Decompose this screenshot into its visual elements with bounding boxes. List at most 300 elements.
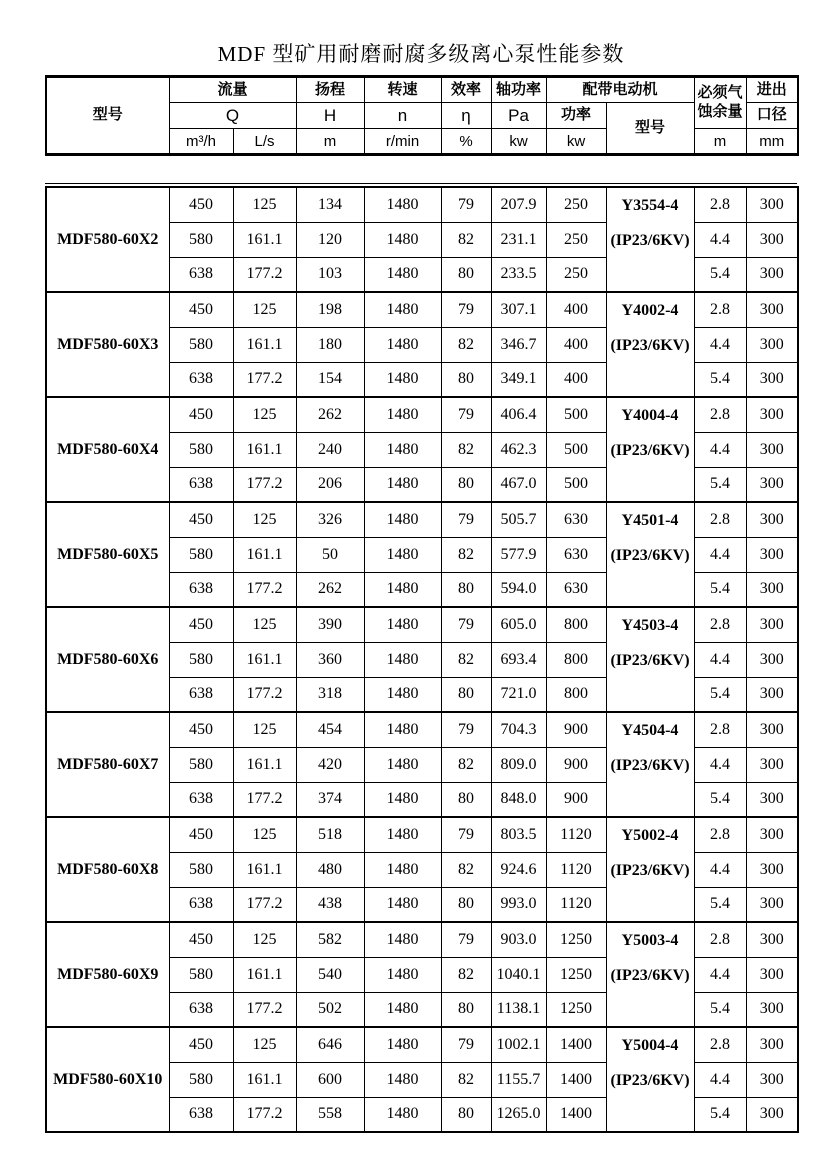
port-cell: 300 (746, 502, 798, 537)
port-cell: 300 (746, 327, 798, 362)
efficiency-cell: 82 (441, 222, 491, 257)
motor-model-cell (606, 817, 694, 922)
shaft-power-cell: 207.9 (491, 187, 546, 222)
motor-model-cell (606, 1027, 694, 1132)
table-row (46, 502, 798, 537)
flow-ls-cell: 177.2 (233, 362, 296, 397)
port-cell: 300 (746, 922, 798, 957)
flow-m3h-cell: 580 (169, 852, 233, 887)
flow-ls-cell: 161.1 (233, 432, 296, 467)
flow-ls-cell: 177.2 (233, 782, 296, 817)
motor-model-cell (606, 187, 694, 292)
npsh-cell: 4.4 (694, 957, 746, 992)
flow-ls-cell: 177.2 (233, 677, 296, 712)
flow-m3h-cell: 450 (169, 397, 233, 432)
flow-m3h-cell: 450 (169, 817, 233, 852)
shaft-power-cell: 605.0 (491, 607, 546, 642)
pump-model-cell: MDF580-60X8 (46, 817, 169, 922)
shaft-power-symbol: Pa (491, 103, 546, 129)
table-row (46, 817, 798, 852)
motor-ip-rating: (IP23/6KV) (610, 1072, 690, 1089)
shaft-power-cell: 693.4 (491, 642, 546, 677)
npsh-unit: m (694, 129, 746, 155)
npsh-cell: 2.8 (694, 607, 746, 642)
motor-model-cell (606, 607, 694, 712)
col-header-motor-power: 功率 (546, 103, 606, 129)
motor-power-cell: 1250 (546, 957, 606, 992)
flow-ls-cell: 161.1 (233, 747, 296, 782)
shaft-power-cell: 1138.1 (491, 992, 546, 1027)
shaft-power-cell: 231.1 (491, 222, 546, 257)
flow-m3h-cell: 580 (169, 222, 233, 257)
port-cell: 300 (746, 187, 798, 222)
col-header-pump-model: 型号 (46, 77, 169, 155)
efficiency-cell: 80 (441, 992, 491, 1027)
shaft-power-cell: 594.0 (491, 572, 546, 607)
npsh-cell: 5.4 (694, 572, 746, 607)
flow-ls-cell: 177.2 (233, 992, 296, 1027)
head-cell: 120 (296, 222, 364, 257)
efficiency-cell: 80 (441, 677, 491, 712)
col-header-motor: 配带电动机 (546, 77, 694, 103)
flow-m3h-cell: 450 (169, 922, 233, 957)
shaft-power-cell: 721.0 (491, 677, 546, 712)
flow-ls-cell: 125 (233, 1027, 296, 1062)
npsh-cell: 4.4 (694, 642, 746, 677)
flow-ls-cell: 125 (233, 397, 296, 432)
speed-cell: 1480 (364, 992, 441, 1027)
npsh-cell: 4.4 (694, 327, 746, 362)
motor-ip-rating: (IP23/6KV) (610, 337, 690, 354)
head-cell: 646 (296, 1027, 364, 1062)
npsh-cell: 4.4 (694, 747, 746, 782)
speed-cell: 1480 (364, 957, 441, 992)
shaft-power-cell: 346.7 (491, 327, 546, 362)
pump-model-group (46, 292, 798, 397)
port-cell: 300 (746, 992, 798, 1027)
speed-unit: r/min (364, 129, 441, 155)
npsh-cell: 4.4 (694, 432, 746, 467)
pump-model-group (46, 397, 798, 502)
head-cell: 134 (296, 187, 364, 222)
port-cell: 300 (746, 572, 798, 607)
flow-ls-cell: 161.1 (233, 222, 296, 257)
pump-model-cell: MDF580-60X9 (46, 922, 169, 1027)
motor-power-cell: 250 (546, 187, 606, 222)
flow-m3h-cell: 638 (169, 887, 233, 922)
head-cell: 198 (296, 292, 364, 327)
speed-cell: 1480 (364, 222, 441, 257)
npsh-cell: 5.4 (694, 887, 746, 922)
speed-cell: 1480 (364, 817, 441, 852)
npsh-cell: 2.8 (694, 292, 746, 327)
shaft-power-cell: 307.1 (491, 292, 546, 327)
flow-m3h-cell: 450 (169, 712, 233, 747)
port-cell: 300 (746, 467, 798, 502)
npsh-cell: 2.8 (694, 397, 746, 432)
shaft-power-cell: 809.0 (491, 747, 546, 782)
pump-model-cell: MDF580-60X3 (46, 292, 169, 397)
motor-power-cell: 800 (546, 642, 606, 677)
motor-model-number: Y3554-4 (621, 197, 679, 214)
efficiency-cell: 80 (441, 782, 491, 817)
port-cell: 300 (746, 642, 798, 677)
head-cell: 600 (296, 1062, 364, 1097)
flow-m3h-cell: 580 (169, 1062, 233, 1097)
port-cell: 300 (746, 1027, 798, 1062)
flow-ls-cell: 161.1 (233, 852, 296, 887)
efficiency-cell: 79 (441, 397, 491, 432)
motor-power-cell: 500 (546, 397, 606, 432)
head-symbol: H (296, 103, 364, 129)
speed-cell: 1480 (364, 292, 441, 327)
port-cell: 300 (746, 817, 798, 852)
page-title: MDF 型矿用耐磨耐腐多级离心泵性能参数 (217, 42, 625, 66)
motor-power-cell: 630 (546, 537, 606, 572)
speed-cell: 1480 (364, 257, 441, 292)
flow-m3h-cell: 580 (169, 432, 233, 467)
shaft-power-cell: 1040.1 (491, 957, 546, 992)
motor-model-number: Y5004-4 (621, 1037, 679, 1054)
motor-ip-rating: (IP23/6KV) (610, 232, 690, 249)
pump-model-cell: MDF580-60X4 (46, 397, 169, 502)
head-cell: 360 (296, 642, 364, 677)
head-cell: 438 (296, 887, 364, 922)
motor-model-number: Y4503-4 (621, 617, 679, 634)
motor-ip-rating: (IP23/6KV) (610, 652, 690, 669)
port-cell: 300 (746, 397, 798, 432)
table-row (46, 922, 798, 957)
motor-ip-rating: (IP23/6KV) (610, 757, 690, 774)
efficiency-cell: 79 (441, 607, 491, 642)
flow-ls-cell: 125 (233, 502, 296, 537)
flow-m3h-cell: 638 (169, 572, 233, 607)
motor-model-number: Y4004-4 (621, 407, 679, 424)
efficiency-cell: 82 (441, 852, 491, 887)
port-cell: 300 (746, 782, 798, 817)
motor-power-cell: 1400 (546, 1027, 606, 1062)
npsh-cell: 4.4 (694, 1062, 746, 1097)
port-cell: 300 (746, 257, 798, 292)
speed-cell: 1480 (364, 887, 441, 922)
flow-ls-cell: 125 (233, 607, 296, 642)
motor-power-cell: 1400 (546, 1097, 606, 1132)
efficiency-cell: 79 (441, 187, 491, 222)
shaft-power-cell: 924.6 (491, 852, 546, 887)
efficiency-symbol: η (441, 103, 491, 129)
head-unit: m (296, 129, 364, 155)
header-row-labels (46, 77, 798, 103)
motor-model-number: Y5002-4 (621, 827, 679, 844)
col-header-port-inout: 进出 (746, 77, 798, 103)
head-cell: 154 (296, 362, 364, 397)
pump-model-cell: MDF580-60X6 (46, 607, 169, 712)
flow-m3h-cell: 638 (169, 362, 233, 397)
port-cell: 300 (746, 292, 798, 327)
motor-power-cell: 900 (546, 747, 606, 782)
motor-power-unit: kw (546, 129, 606, 155)
head-cell: 374 (296, 782, 364, 817)
npsh-cell: 5.4 (694, 362, 746, 397)
motor-ip-rating: (IP23/6KV) (610, 547, 690, 564)
npsh-cell: 5.4 (694, 992, 746, 1027)
efficiency-cell: 82 (441, 1062, 491, 1097)
npsh-cell: 5.4 (694, 782, 746, 817)
flow-ls-cell: 161.1 (233, 957, 296, 992)
motor-model-cell (606, 712, 694, 817)
head-cell: 480 (296, 852, 364, 887)
flow-ls-cell: 125 (233, 292, 296, 327)
head-cell: 103 (296, 257, 364, 292)
speed-cell: 1480 (364, 467, 441, 502)
head-cell: 206 (296, 467, 364, 502)
col-header-head: 扬程 (296, 77, 364, 103)
pump-model-group (46, 712, 798, 817)
flow-m3h-cell: 580 (169, 747, 233, 782)
efficiency-cell: 82 (441, 642, 491, 677)
npsh-cell: 2.8 (694, 817, 746, 852)
pump-model-group (46, 817, 798, 922)
efficiency-cell: 80 (441, 362, 491, 397)
motor-power-cell: 630 (546, 502, 606, 537)
efficiency-cell: 80 (441, 257, 491, 292)
flow-ls-cell: 125 (233, 922, 296, 957)
npsh-cell: 2.8 (694, 1027, 746, 1062)
shaft-power-cell: 993.0 (491, 887, 546, 922)
motor-model-cell (606, 397, 694, 502)
port-cell: 300 (746, 1062, 798, 1097)
efficiency-unit: % (441, 129, 491, 155)
motor-power-cell: 500 (546, 432, 606, 467)
motor-power-cell: 630 (546, 572, 606, 607)
speed-cell: 1480 (364, 397, 441, 432)
flow-ls-cell: 177.2 (233, 572, 296, 607)
flow-m3h-cell: 638 (169, 677, 233, 712)
shaft-power-cell: 349.1 (491, 362, 546, 397)
port-cell: 300 (746, 852, 798, 887)
shaft-power-cell: 505.7 (491, 502, 546, 537)
port-cell: 300 (746, 747, 798, 782)
efficiency-cell: 82 (441, 747, 491, 782)
flow-ls-cell: 161.1 (233, 327, 296, 362)
head-cell: 326 (296, 502, 364, 537)
head-cell: 318 (296, 677, 364, 712)
flow-m3h-cell: 450 (169, 607, 233, 642)
motor-model-cell (606, 292, 694, 397)
table-row (46, 187, 798, 222)
speed-cell: 1480 (364, 1027, 441, 1062)
head-cell: 502 (296, 992, 364, 1027)
shaft-power-cell: 467.0 (491, 467, 546, 502)
data-table-wrapper (45, 183, 797, 1133)
npsh-cell: 2.8 (694, 187, 746, 222)
speed-cell: 1480 (364, 537, 441, 572)
table-row (46, 607, 798, 642)
pump-model-cell: MDF580-60X5 (46, 502, 169, 607)
motor-power-cell: 1120 (546, 887, 606, 922)
motor-ip-rating: (IP23/6KV) (610, 967, 690, 984)
head-cell: 518 (296, 817, 364, 852)
efficiency-cell: 79 (441, 817, 491, 852)
head-cell: 180 (296, 327, 364, 362)
flow-unit-ls: L/s (233, 129, 296, 155)
pump-model-cell: MDF580-60X2 (46, 187, 169, 292)
table-row (46, 712, 798, 747)
efficiency-cell: 79 (441, 292, 491, 327)
efficiency-cell: 79 (441, 922, 491, 957)
flow-ls-cell: 177.2 (233, 1097, 296, 1132)
head-cell: 540 (296, 957, 364, 992)
flow-m3h-cell: 580 (169, 642, 233, 677)
shaft-power-cell: 233.5 (491, 257, 546, 292)
npsh-cell: 2.8 (694, 502, 746, 537)
flow-m3h-cell: 450 (169, 187, 233, 222)
motor-power-cell: 1250 (546, 992, 606, 1027)
shaft-power-cell: 848.0 (491, 782, 546, 817)
motor-power-cell: 250 (546, 257, 606, 292)
efficiency-cell: 79 (441, 1027, 491, 1062)
efficiency-cell: 82 (441, 327, 491, 362)
speed-cell: 1480 (364, 187, 441, 222)
speed-symbol: n (364, 103, 441, 129)
motor-model-number: Y5003-4 (621, 932, 679, 949)
flow-m3h-cell: 638 (169, 782, 233, 817)
flow-m3h-cell: 638 (169, 1097, 233, 1132)
head-cell: 390 (296, 607, 364, 642)
head-cell: 50 (296, 537, 364, 572)
speed-cell: 1480 (364, 782, 441, 817)
shaft-power-unit: kw (491, 129, 546, 155)
motor-power-cell: 1250 (546, 922, 606, 957)
efficiency-cell: 82 (441, 432, 491, 467)
pump-data-table (45, 186, 799, 1133)
npsh-cell: 2.8 (694, 712, 746, 747)
flow-ls-cell: 177.2 (233, 257, 296, 292)
flow-ls-cell: 161.1 (233, 537, 296, 572)
motor-power-cell: 500 (546, 467, 606, 502)
flow-unit-m3h: m³/h (169, 129, 233, 155)
port-cell: 300 (746, 432, 798, 467)
head-cell: 558 (296, 1097, 364, 1132)
efficiency-cell: 80 (441, 467, 491, 502)
port-cell: 300 (746, 957, 798, 992)
shaft-power-cell: 704.3 (491, 712, 546, 747)
motor-ip-rating: (IP23/6KV) (610, 862, 690, 879)
shaft-power-cell: 406.4 (491, 397, 546, 432)
flow-m3h-cell: 580 (169, 537, 233, 572)
efficiency-cell: 80 (441, 572, 491, 607)
motor-power-cell: 250 (546, 222, 606, 257)
motor-power-cell: 400 (546, 362, 606, 397)
port-cell: 300 (746, 677, 798, 712)
pump-model-group (46, 187, 798, 292)
flow-m3h-cell: 638 (169, 467, 233, 502)
speed-cell: 1480 (364, 922, 441, 957)
shaft-power-cell: 803.5 (491, 817, 546, 852)
pump-model-group (46, 922, 798, 1027)
flow-m3h-cell: 450 (169, 502, 233, 537)
flow-m3h-cell: 450 (169, 292, 233, 327)
head-cell: 240 (296, 432, 364, 467)
npsh-cell: 2.8 (694, 922, 746, 957)
shaft-power-cell: 1265.0 (491, 1097, 546, 1132)
table-row (46, 397, 798, 432)
motor-power-cell: 900 (546, 782, 606, 817)
motor-model-number: Y4504-4 (621, 722, 679, 739)
efficiency-cell: 79 (441, 502, 491, 537)
motor-model-number: Y4501-4 (621, 512, 679, 529)
speed-cell: 1480 (364, 712, 441, 747)
port-cell: 300 (746, 222, 798, 257)
speed-cell: 1480 (364, 362, 441, 397)
speed-cell: 1480 (364, 677, 441, 712)
col-header-efficiency: 效率 (441, 77, 491, 103)
flow-m3h-cell: 638 (169, 992, 233, 1027)
motor-ip-rating: (IP23/6KV) (610, 442, 690, 459)
motor-power-cell: 900 (546, 712, 606, 747)
motor-power-cell: 1120 (546, 852, 606, 887)
speed-cell: 1480 (364, 327, 441, 362)
shaft-power-cell: 903.0 (491, 922, 546, 957)
head-cell: 262 (296, 397, 364, 432)
col-header-port-diameter: 口径 (746, 103, 798, 129)
efficiency-cell: 82 (441, 537, 491, 572)
speed-cell: 1480 (364, 642, 441, 677)
npsh-cell: 5.4 (694, 1097, 746, 1132)
port-cell: 300 (746, 607, 798, 642)
motor-power-cell: 800 (546, 677, 606, 712)
speed-cell: 1480 (364, 1097, 441, 1132)
motor-model-number: Y4002-4 (621, 302, 679, 319)
npsh-cell: 5.4 (694, 677, 746, 712)
motor-power-cell: 400 (546, 327, 606, 362)
speed-cell: 1480 (364, 432, 441, 467)
flow-ls-cell: 125 (233, 187, 296, 222)
speed-cell: 1480 (364, 607, 441, 642)
efficiency-cell: 80 (441, 887, 491, 922)
shaft-power-cell: 1155.7 (491, 1062, 546, 1097)
flow-m3h-cell: 580 (169, 327, 233, 362)
speed-cell: 1480 (364, 572, 441, 607)
efficiency-cell: 82 (441, 957, 491, 992)
col-header-flow: 流量 (169, 77, 296, 103)
port-cell: 300 (746, 537, 798, 572)
head-cell: 262 (296, 572, 364, 607)
table-row (46, 1027, 798, 1062)
pump-model-group (46, 1027, 798, 1132)
port-cell: 300 (746, 362, 798, 397)
shaft-power-cell: 462.3 (491, 432, 546, 467)
npsh-cell: 4.4 (694, 852, 746, 887)
efficiency-cell: 80 (441, 1097, 491, 1132)
col-header-shaft-power: 轴功率 (491, 77, 546, 103)
flow-ls-cell: 161.1 (233, 642, 296, 677)
table-row (46, 292, 798, 327)
motor-power-cell: 1400 (546, 1062, 606, 1097)
pump-model-cell: MDF580-60X7 (46, 712, 169, 817)
flow-ls-cell: 177.2 (233, 887, 296, 922)
port-unit: mm (746, 129, 798, 155)
flow-m3h-cell: 638 (169, 257, 233, 292)
speed-cell: 1480 (364, 502, 441, 537)
pump-model-cell: MDF580-60X10 (46, 1027, 169, 1132)
pump-model-group (46, 502, 798, 607)
col-header-npsh: 必须气蚀余量 (694, 77, 746, 129)
flow-ls-cell: 161.1 (233, 1062, 296, 1097)
npsh-cell: 5.4 (694, 467, 746, 502)
port-cell: 300 (746, 712, 798, 747)
col-header-speed: 转速 (364, 77, 441, 103)
